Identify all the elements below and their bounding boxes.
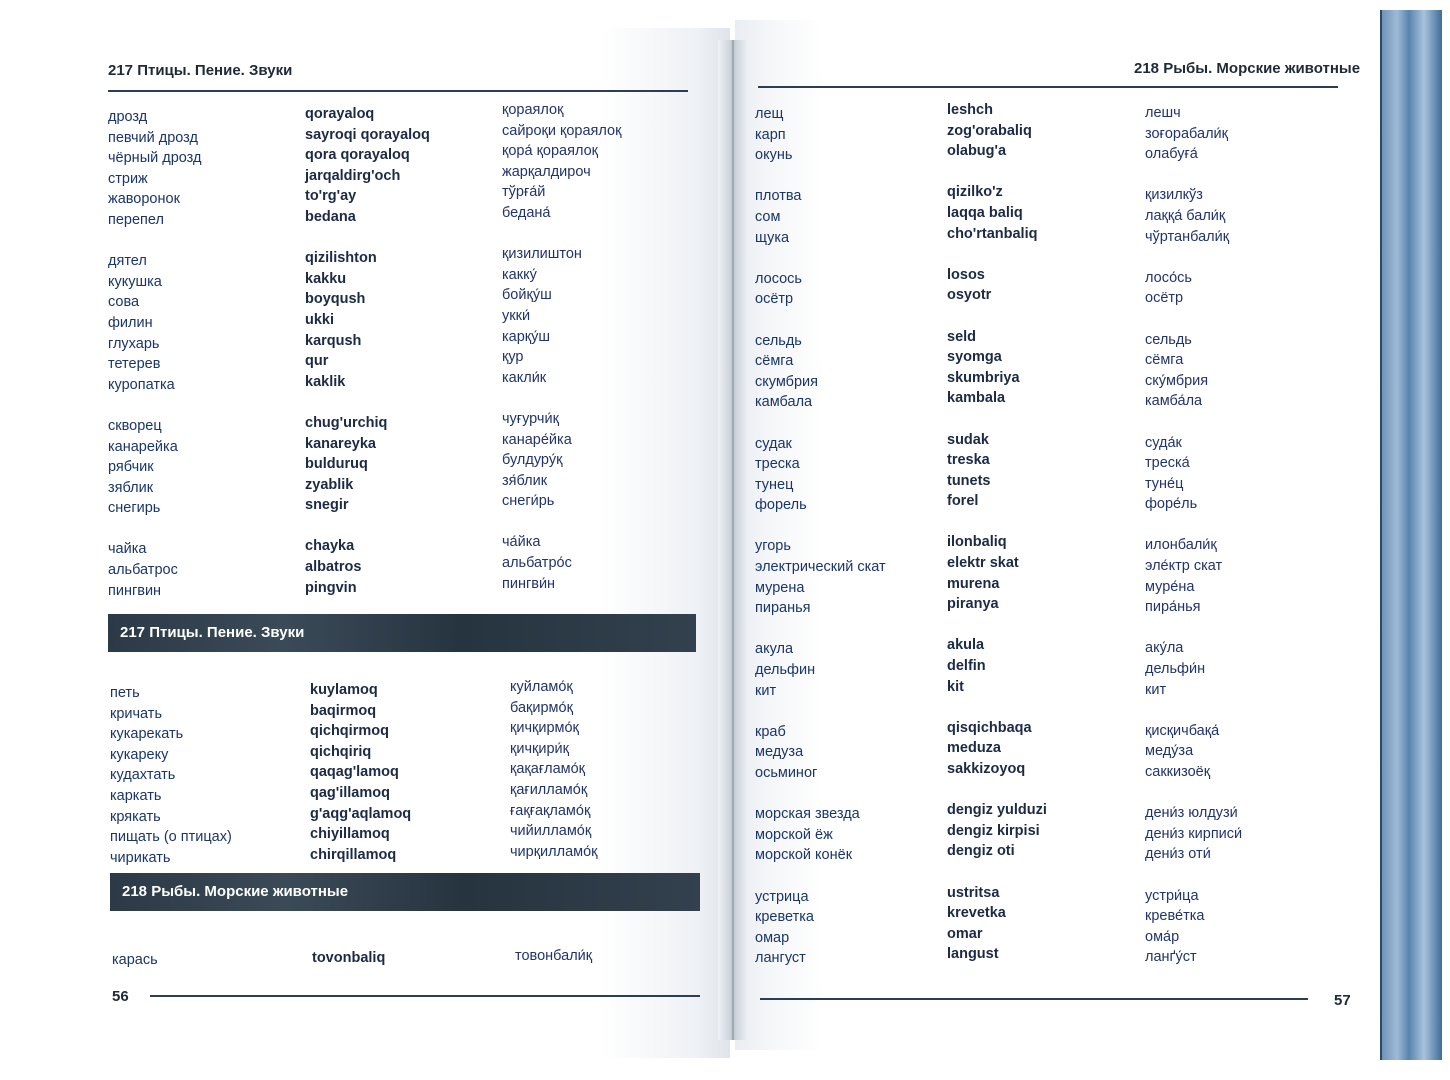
russian-word: креветка [755, 909, 814, 926]
left-uz-latin-column [305, 104, 430, 598]
uzbek-latin-word: murena [947, 575, 1000, 592]
russian-word: морской конёк [755, 847, 853, 864]
russian-word: сом [755, 208, 781, 225]
uzbek-cyrillic-word: туне́ц [1145, 475, 1184, 492]
book-spine [718, 40, 748, 1040]
uzbek-cyrillic-word: қур [502, 349, 524, 366]
group-spacer [1145, 247, 1242, 268]
russian-word: лангуст [755, 950, 806, 967]
left-header-rule [108, 90, 688, 92]
group-spacer [1145, 412, 1242, 433]
uzbek-latin-word: snegir [305, 497, 349, 514]
uzbek-cyrillic-word: аку́ла [1145, 640, 1184, 657]
russian-word: дятел [108, 253, 147, 270]
group-spacer [1145, 618, 1242, 639]
russian-word: камбала [755, 394, 813, 411]
group-spacer [305, 392, 430, 413]
right-page-number: 57 [1334, 992, 1351, 1009]
group-spacer [305, 516, 430, 537]
russian-word: сова [108, 294, 140, 311]
uzbek-latin-word: kuylamoq [310, 682, 378, 698]
uzbek-cyrillic-word: канаре́йка [502, 431, 572, 448]
group-spacer [947, 244, 1047, 265]
uzbek-latin-word: sudak [947, 431, 989, 448]
uzbek-cyrillic-word: қағилламо́қ [510, 781, 588, 798]
uzbek-cyrillic-word: дени́з кирписи́ [1145, 825, 1243, 842]
russian-word: крякать [110, 808, 161, 825]
uzbek-cyrillic-word: қора́ қораялоқ [502, 143, 598, 160]
russian-word: кричать [110, 705, 163, 722]
left-section2-uz-cyrillic-column [510, 677, 598, 862]
uzbek-cyrillic-word: булдуру́қ [502, 452, 563, 469]
russian-word: кудахтать [110, 767, 176, 784]
group-spacer [947, 697, 1047, 718]
uzbek-latin-word: piranya [947, 596, 999, 613]
group-spacer [755, 619, 886, 640]
right-header-rule [758, 86, 1338, 88]
uzbek-latin-word: meduza [947, 740, 1001, 757]
group-spacer [1145, 165, 1242, 186]
uzbek-cyrillic-word: укки́ [502, 307, 531, 324]
left-page-number: 56 [112, 988, 129, 1005]
uzbek-cyrillic-word: суда́к [1145, 434, 1182, 451]
group-spacer [755, 413, 886, 434]
russian-word: лещ [755, 106, 784, 122]
section-header-birds-sounds: 217 Птицы. Пение. Звуки [108, 614, 696, 652]
group-spacer [502, 388, 621, 409]
uzbek-latin-word: chug'urchiq [305, 414, 388, 431]
uzbek-cyrillic-word: пингви́н [502, 575, 556, 592]
group-spacer [947, 162, 1047, 183]
uzbek-cyrillic-word: муре́на [1145, 578, 1195, 595]
left-uz-cyrillic-column [502, 100, 621, 594]
russian-word: тунец [755, 476, 794, 493]
uzbek-cyrillic-word: креве́тка [1145, 908, 1205, 925]
uzbek-latin-word: qag'illamoq [310, 784, 390, 801]
right-running-header: 218 Рыбы. Морские животные [1134, 60, 1361, 77]
group-spacer [947, 409, 1047, 430]
russian-word: треска [755, 456, 800, 473]
left-section2-ru-column [110, 683, 232, 868]
uzbek-latin-word: zyablik [305, 476, 354, 493]
uzbek-cyrillic-word: лешч [1145, 105, 1181, 121]
group-spacer [1145, 700, 1242, 721]
russian-word: электрический скат [755, 559, 886, 576]
uzbek-latin-word: kanareyka [305, 435, 376, 452]
uzbek-cyrillic-word: олабуға́ [1145, 146, 1198, 163]
group-spacer [755, 701, 886, 722]
uzbek-latin-word: tunets [947, 472, 991, 489]
uzbek-latin-word: cho'rtanbaliq [947, 225, 1038, 242]
russian-word: карп [755, 126, 786, 143]
uzbek-cyrillic-word: какку́ [502, 266, 537, 283]
uzbek-latin-word: bulduruq [305, 456, 368, 473]
russian-word: жаворонок [108, 191, 180, 208]
group-spacer [755, 784, 886, 805]
uzbek-cyrillic-word: сайроқи қораялоқ [502, 122, 622, 139]
russian-word: зяблик [108, 479, 154, 496]
uzbek-latin-word: chirqillamoq [310, 846, 397, 863]
uzbek-cyrillic-word: камба́ла [1145, 393, 1203, 410]
uzbek-latin-word: ukki [305, 311, 335, 328]
russian-word: снегирь [108, 500, 161, 517]
section-header-fish: 218 Рыбы. Морские животные [110, 873, 700, 911]
russian-word: петь [110, 685, 140, 701]
uzbek-cyrillic-word: ча́йка [502, 534, 541, 551]
russian-word: осьминог [755, 765, 818, 781]
russian-word: угорь [755, 538, 791, 555]
group-spacer [1145, 865, 1242, 886]
uzbek-cyrillic-word: карқу́ш [502, 328, 551, 345]
group-spacer [1145, 309, 1242, 330]
russian-word: осётр [755, 291, 794, 308]
uzbek-cyrillic-word: осётр [1145, 290, 1184, 307]
uzbek-latin-word: syomga [947, 349, 1002, 366]
group-spacer [755, 866, 886, 887]
uzbek-cyrillic-word: форе́ль [1145, 496, 1198, 513]
russian-word: куропатка [108, 376, 175, 393]
group-spacer [947, 862, 1047, 883]
group-spacer [1145, 515, 1242, 536]
uzbek-cyrillic-word: сёмга [1145, 352, 1184, 369]
uzbek-latin-word: chiyillamoq [310, 826, 390, 843]
uzbek-latin-word: kaklik [305, 373, 346, 390]
russian-word: скворец [108, 417, 162, 434]
uzbek-latin-word: dengiz yulduzi [947, 802, 1047, 819]
uzbek-cyrillic-word: бойқу́ш [502, 287, 552, 304]
russian-word: глухарь [108, 335, 160, 352]
russian-word: морской ёж [755, 826, 833, 843]
russian-word: дрозд [108, 109, 148, 125]
uzbek-cyrillic-word: товонбали́қ [515, 948, 593, 964]
russian-word: карась [112, 952, 158, 968]
group-spacer [108, 395, 201, 416]
russian-word: окунь [755, 147, 793, 164]
russian-word: пищать (о птицах) [110, 829, 232, 846]
russian-word: чёрный дрозд [108, 150, 202, 167]
uzbek-cyrillic-word: қичқири́қ [510, 740, 569, 757]
russian-word: филин [108, 314, 153, 331]
uzbek-latin-word: qur [305, 353, 329, 370]
uzbek-latin-word: seld [947, 328, 977, 345]
uzbek-latin-word: to'rg'ay [305, 188, 357, 205]
left-running-header: 217 Птицы. Пение. Звуки [108, 62, 293, 79]
left-ru-column [108, 107, 201, 601]
russian-word: сельдь [755, 332, 802, 349]
uzbek-latin-word: langust [947, 946, 999, 963]
uzbek-latin-word: olabug'a [947, 143, 1007, 160]
russian-word: каркать [110, 787, 162, 804]
russian-word: пингвин [108, 582, 162, 599]
russian-word: стриж [108, 170, 148, 187]
uzbek-cyrillic-word: лосо́сь [1145, 269, 1192, 286]
group-spacer [108, 231, 201, 252]
group-spacer [1145, 783, 1242, 804]
uzbek-latin-word: bedana [305, 208, 356, 225]
left-section3-ru-column [112, 950, 158, 971]
russian-word: пиранья [755, 600, 811, 617]
uzbek-cyrillic-word: лаққа́ бали́қ [1145, 207, 1226, 224]
uzbek-latin-word: osyotr [947, 287, 992, 304]
uzbek-cyrillic-word: жарқалдироч [502, 163, 591, 180]
uzbek-latin-word: zog'orabaliq [947, 122, 1032, 139]
uzbek-latin-word: dengiz kirpisi [947, 822, 1040, 839]
russian-word: акула [755, 641, 794, 658]
russian-word: лосось [755, 270, 802, 287]
group-spacer [108, 519, 201, 540]
uzbek-cyrillic-word: ланґу́ст [1145, 949, 1197, 966]
uzbek-cyrillic-word: зя́блик [502, 472, 548, 489]
group-spacer [947, 615, 1047, 636]
uzbek-latin-word: kambala [947, 390, 1006, 407]
group-spacer [755, 248, 886, 269]
russian-word: мурена [755, 579, 805, 596]
right-uz-cyrillic-column [1145, 103, 1242, 968]
uzbek-latin-word: omar [947, 925, 983, 942]
uzbek-latin-word: qizilko'z [947, 184, 1003, 201]
russian-word: плотва [755, 188, 802, 205]
uzbek-cyrillic-word: куйламо́қ [510, 679, 573, 695]
uzbek-cyrillic-word: бақирмо́қ [510, 699, 573, 716]
right-uz-latin-column [947, 100, 1047, 965]
uzbek-cyrillic-word: зоғорабали́қ [1145, 125, 1228, 142]
group-spacer [305, 228, 430, 249]
uzbek-cyrillic-word: ску́мбрия [1145, 372, 1209, 389]
uzbek-cyrillic-word: ома́р [1145, 928, 1180, 945]
russian-word: кукареку [110, 746, 169, 763]
uzbek-latin-word: delfin [947, 658, 986, 675]
russian-word: чайка [108, 541, 147, 558]
russian-word: омар [755, 929, 790, 946]
uzbek-latin-word: leshch [947, 102, 993, 118]
uzbek-cyrillic-word: дельфи́н [1145, 661, 1206, 678]
russian-word: морская звезда [755, 806, 860, 823]
page-edges [1380, 10, 1442, 1060]
left-section2-uz-latin-column [310, 680, 411, 865]
group-spacer [755, 310, 886, 331]
uzbek-latin-word: kakku [305, 270, 347, 287]
left-section3-uz-latin-column [312, 948, 385, 969]
group-spacer [947, 780, 1047, 801]
left-section3-uz-cyrillic-column [515, 946, 592, 967]
uzbek-cyrillic-word: снеги́рь [502, 493, 555, 510]
uzbek-cyrillic-word: устри́ца [1145, 887, 1199, 904]
russian-word: канарейка [108, 438, 178, 455]
uzbek-latin-word: laqqa baliq [947, 204, 1023, 221]
russian-word: альбатрос [108, 562, 178, 579]
uzbek-latin-word: krevetka [947, 905, 1006, 922]
group-spacer [755, 516, 886, 537]
russian-word: чирикать [110, 849, 171, 866]
russian-word: устрица [755, 888, 809, 905]
uzbek-latin-word: akula [947, 637, 985, 654]
group-spacer [502, 224, 621, 245]
russian-word: перепел [108, 211, 164, 228]
uzbek-cyrillic-word: қораялоқ [502, 102, 564, 118]
uzbek-latin-word: qaqag'lamoq [310, 764, 399, 781]
uzbek-cyrillic-word: дени́з юлдузи́ [1145, 805, 1238, 822]
uzbek-cyrillic-word: меду́за [1145, 743, 1194, 760]
uzbek-latin-word: baqirmoq [310, 702, 377, 719]
uzbek-cyrillic-word: какли́к [502, 369, 547, 386]
uzbek-latin-word: albatros [305, 559, 362, 576]
uzbek-latin-word: sayroqi qorayaloq [305, 126, 430, 143]
uzbek-cyrillic-word: илонбали́қ [1145, 537, 1217, 554]
uzbek-latin-word: qorayaloq [305, 106, 375, 122]
group-spacer [755, 166, 886, 187]
uzbek-latin-word: tovonbaliq [312, 950, 386, 966]
uzbek-latin-word: elektr skat [947, 555, 1019, 572]
russian-word: дельфин [755, 662, 816, 679]
uzbek-cyrillic-word: альбатро́с [502, 555, 572, 572]
russian-word: тетерев [108, 356, 161, 373]
group-spacer [502, 512, 621, 533]
russian-word: краб [755, 723, 786, 740]
uzbek-latin-word: pingvin [305, 579, 357, 596]
uzbek-cyrillic-word: қизилкўз [1145, 187, 1203, 204]
uzbek-latin-word: treska [947, 452, 990, 469]
uzbek-cyrillic-word: чийилламо́қ [510, 823, 592, 840]
russian-word: судак [755, 435, 792, 452]
uzbek-cyrillic-word: дени́з оти́ [1145, 846, 1211, 863]
uzbek-latin-word: sakkizoyoq [947, 761, 1026, 777]
uzbek-cyrillic-word: чўртанбали́қ [1145, 228, 1230, 245]
uzbek-latin-word: ustritsa [947, 884, 1000, 901]
russian-word: щука [755, 229, 790, 246]
uzbek-cyrillic-word: тўрға́й [502, 184, 546, 201]
uzbek-latin-word: qora qorayaloq [305, 147, 410, 164]
uzbek-latin-word: forel [947, 493, 979, 510]
right-footer-rule [760, 998, 1308, 1000]
uzbek-latin-word: ilonbaliq [947, 534, 1007, 551]
russian-word: медуза [755, 744, 804, 761]
uzbek-latin-word: qisqichbaqa [947, 719, 1032, 736]
uzbek-latin-word: kit [947, 678, 964, 695]
uzbek-cyrillic-word: чуғурчи́қ [502, 410, 559, 427]
uzbek-cyrillic-word: пира́нья [1145, 599, 1201, 616]
uzbek-cyrillic-word: ғақғақламо́қ [510, 802, 591, 819]
uzbek-cyrillic-word: қақағламо́қ [510, 761, 586, 778]
uzbek-latin-word: losos [947, 266, 985, 283]
uzbek-latin-word: qizilishton [305, 250, 377, 267]
left-footer-rule [150, 995, 700, 997]
uzbek-cyrillic-word: бедана́ [502, 204, 551, 221]
uzbek-cyrillic-word: чирқилламо́қ [510, 843, 598, 860]
group-spacer [947, 512, 1047, 533]
uzbek-cyrillic-word: саккизоёқ [1145, 764, 1211, 780]
russian-word: кукушка [108, 273, 162, 290]
uzbek-cyrillic-word: эле́ктр скат [1145, 558, 1223, 575]
uzbek-latin-word: dengiz oti [947, 843, 1015, 860]
uzbek-latin-word: g'aqg'aqlamoq [310, 805, 412, 822]
uzbek-latin-word: qichqirmoq [310, 723, 389, 740]
russian-word: сёмга [755, 353, 794, 370]
uzbek-cyrillic-word: қизилиштон [502, 246, 582, 263]
uzbek-cyrillic-word: қисқичбақа́ [1145, 722, 1220, 739]
russian-word: форель [755, 497, 807, 514]
uzbek-latin-word: jarqaldirg'och [305, 167, 401, 184]
uzbek-latin-word: boyqush [305, 291, 366, 308]
uzbek-latin-word: chayka [305, 538, 355, 555]
uzbek-latin-word: qichqiriq [310, 743, 372, 760]
group-spacer [947, 306, 1047, 327]
russian-word: кукарекать [110, 726, 184, 743]
russian-word: певчий дрозд [108, 129, 198, 146]
russian-word: скумбрия [755, 373, 818, 390]
right-ru-column [755, 104, 886, 969]
uzbek-latin-word: karqush [305, 332, 362, 349]
uzbek-cyrillic-word: сельдь [1145, 331, 1192, 348]
uzbek-cyrillic-word: кит [1145, 681, 1167, 698]
russian-word: рябчик [108, 459, 154, 476]
uzbek-cyrillic-word: треска́ [1145, 455, 1190, 472]
uzbek-latin-word: skumbriya [947, 369, 1020, 386]
uzbek-cyrillic-word: қичқирмо́қ [510, 720, 579, 737]
russian-word: кит [755, 682, 777, 699]
